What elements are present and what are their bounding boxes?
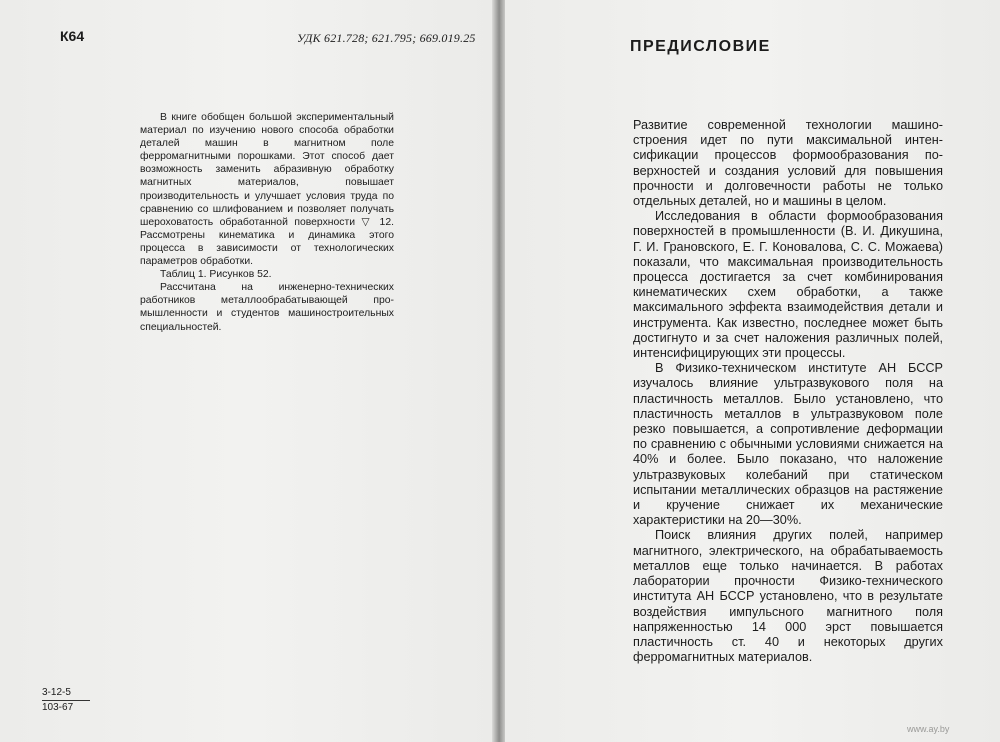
annotation-paragraph: Таблиц 1. Рисунков 52. bbox=[160, 269, 272, 281]
preface-paragraph: Исследования в области формообразования поверхностей в промышленности (В. И. Дикушина, Г. И. Грановского, Е. Г. Коновалова, С. С. Можаева) показали, что максимальная производительность процесса достигается за счет комбинирования кинематических схем обработки, а также максимального эффекта взаимодействия детали и инструмента. Как известно, последнее может быть достигнуто и за счет наложения различных полей, интенсифицирующих эти процессы. bbox=[633, 209, 943, 361]
preface-paragraph: Развитие современной технологии машиностроения идет по пути максимальной интенсификации процессов формообразования поверхностей и создания условий для повышения прочности и долговечности работы не только отдельных деталей, но и машины в целом. bbox=[633, 118, 943, 209]
annotation-paragraph: В книге обобщен большой экспериментальный материал по изучению нового способа обработки деталей машин в магнитном поле ферромагнитными порошками. Этот способ дает возможность заменить абразивную обработку магнитных материалов, повышает производительность и улучшает условия труда по сравнению со шлифованием и позволяет получать шероховатость обработанной поверхности ▽ 12. Рассмотрены кинематика и динамика этого процесса в зависимости от технологических параметров обработки. bbox=[140, 112, 394, 268]
preface-paragraph: В Физико-техническом институте АН БССР изучалось влияние ультразвукового поля на пластичность металлов. Было установлено, что пластичность металлов в ультразвуковом поле резко повышается, а сопротивление деформации по сравнению с обычными условиями снижается на 40% и более. Было показано, что наложение ультразвуковых колебаний при статическом испытании металлических образцов на растяжение и кручение снижает их механические характеристики на 20—30%. bbox=[633, 361, 943, 528]
page-title: ПРЕДИСЛОВИЕ bbox=[630, 38, 771, 55]
index-top: 3-12-5 bbox=[42, 687, 90, 701]
left-page bbox=[0, 0, 492, 742]
publication-index bbox=[42, 687, 90, 714]
annotation-paragraph: Рассчитана на инженерно-технических работников металлообрабатывающей промышленности и студентов машиностроительных специальностей. bbox=[140, 282, 394, 333]
udk-classification: УДК 621.728; 621.795; 669.019.25 bbox=[297, 31, 476, 45]
preface-text bbox=[633, 118, 943, 665]
book-gutter bbox=[492, 0, 505, 742]
preface-paragraph: Поиск влияния других полей, например магнитного, электрического, на обрабатываемость металлов еще только начинается. В работах лаборатории прочности Физико-технического института АН БССР установлено, что в результате воздействия импульсного магнитного поля напряженностью 14 000 эрст повышается пластичность ст. 40 и некоторых других ферромагнитных материалов. bbox=[633, 528, 943, 665]
library-code: К64 bbox=[60, 28, 85, 44]
index-bottom: 103-67 bbox=[42, 702, 74, 713]
annotation-block bbox=[140, 111, 394, 334]
watermark: www.ay.by bbox=[907, 724, 950, 734]
